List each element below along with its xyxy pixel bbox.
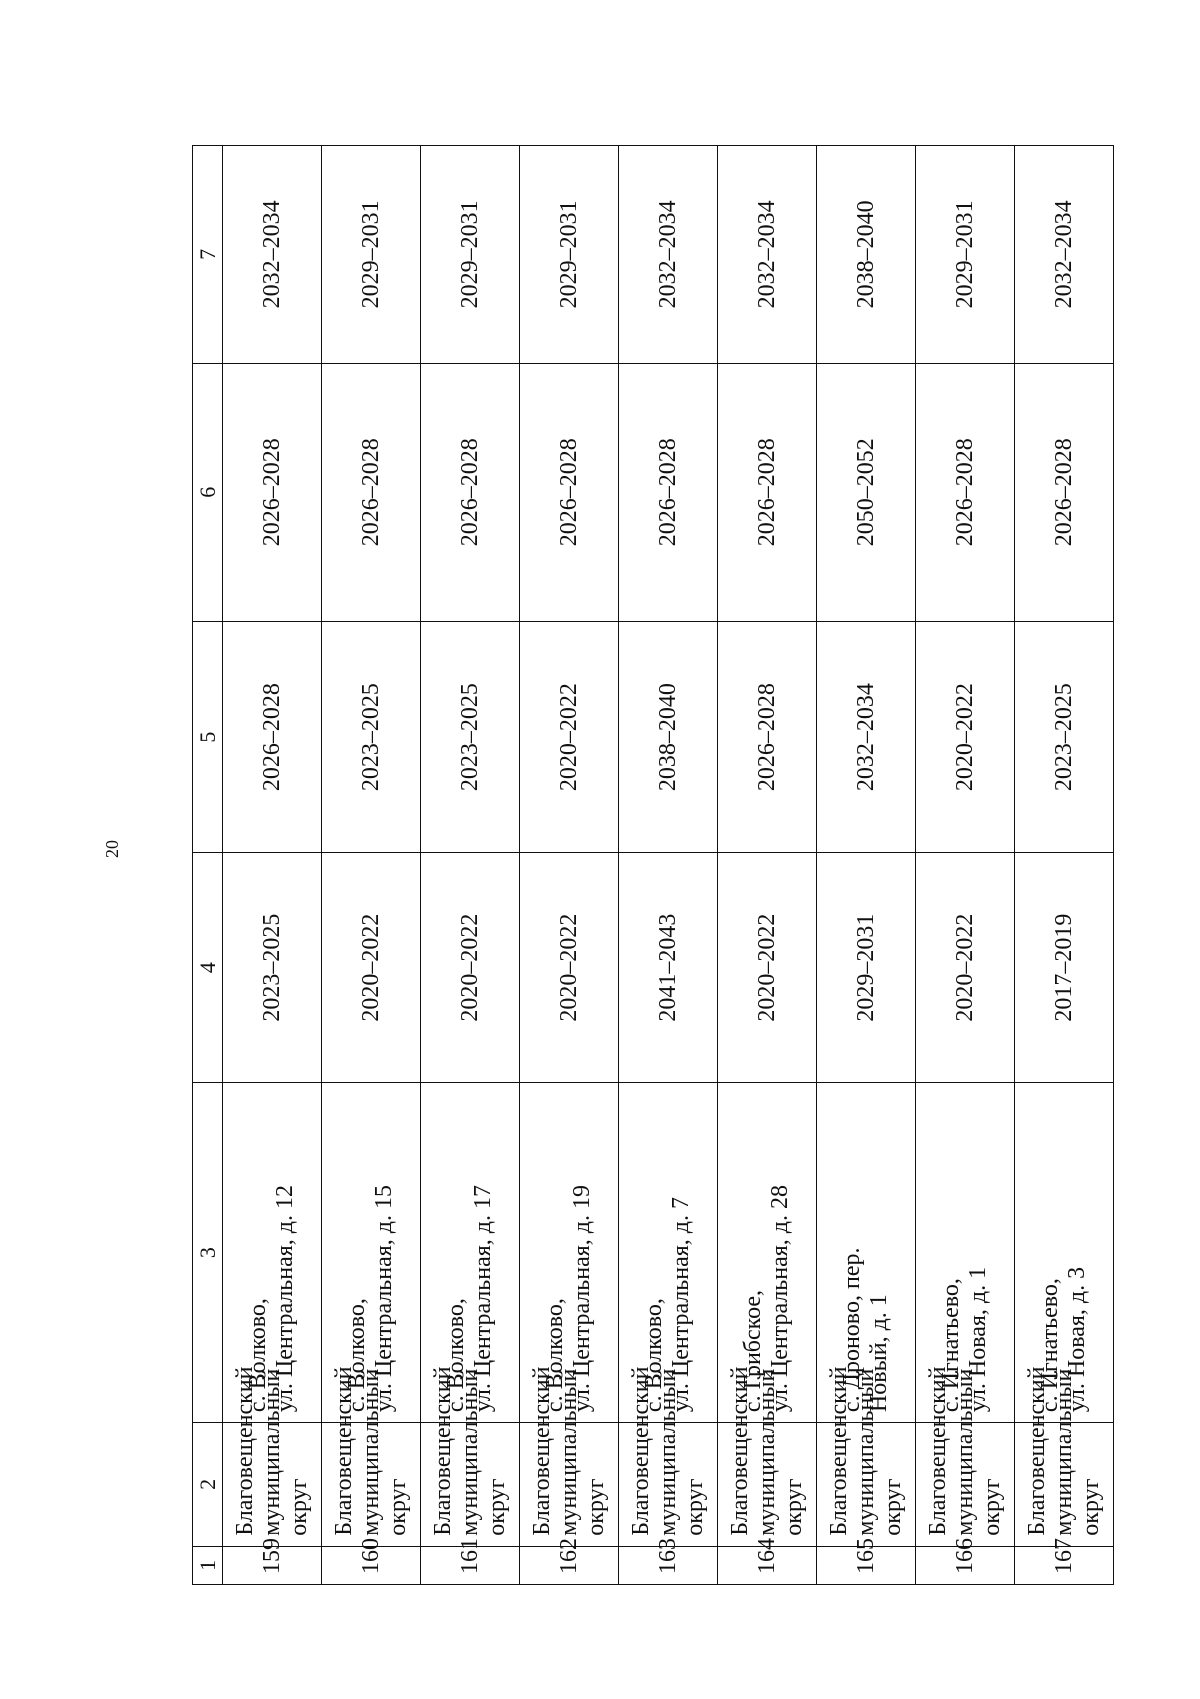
address-line: ул. Новая, д. 3 — [1064, 1266, 1090, 1413]
district-cell — [520, 1366, 619, 1547]
period-cell-c4: 2020–2022 — [322, 853, 421, 1083]
period-cell-c5: 2023–2025 — [1015, 621, 1114, 852]
address-line: ул. Центральная, д. 19 — [569, 1185, 595, 1413]
district-line: округ — [1077, 1478, 1104, 1536]
district-line: муниципальный — [1050, 1368, 1077, 1536]
schedule-table — [192, 145, 1114, 1585]
address-line: ул. Центральная, д. 28 — [767, 1185, 793, 1413]
rotated-table-container — [192, 145, 1120, 1585]
district-line: Благовещенский — [726, 1366, 753, 1536]
header-row — [193, 146, 223, 1585]
district-line: муниципальный — [357, 1368, 384, 1536]
district-line: Благовещенский — [330, 1366, 357, 1536]
column-header: 7 — [193, 146, 223, 364]
row-number-cell: 167 — [1015, 1546, 1114, 1584]
period-cell-c5: 2023–2025 — [421, 621, 520, 852]
district-cell — [1015, 1366, 1114, 1547]
address-line: с. Грибское, — [740, 1289, 766, 1413]
district-line: муниципальный — [654, 1368, 681, 1536]
period-cell-c4: 2041–2043 — [619, 853, 718, 1083]
row-number-cell: 163 — [619, 1546, 718, 1584]
period-cell-c7: 2032–2034 — [619, 146, 718, 364]
column-header: 2 — [193, 1423, 223, 1547]
period-cell-c4: 2020–2022 — [718, 853, 817, 1083]
address-line: Новый, д. 1 — [866, 1294, 892, 1413]
period-cell-c4: 2020–2022 — [520, 853, 619, 1083]
district-line: Благовещенский — [825, 1366, 852, 1536]
period-cell-c6: 2026–2028 — [619, 363, 718, 621]
table-row — [817, 146, 916, 1585]
table-row — [718, 146, 817, 1585]
period-cell-c7: 2032–2034 — [1015, 146, 1114, 364]
district-line: муниципальный — [555, 1368, 582, 1536]
address-line: с. Волково, — [245, 1298, 271, 1413]
address-line: с. Игнатьево, — [1037, 1278, 1063, 1413]
row-number-cell: 160 — [322, 1546, 421, 1584]
column-header: 5 — [193, 621, 223, 852]
district-line: округ — [384, 1478, 411, 1536]
period-cell-c7: 2032–2034 — [223, 146, 322, 364]
district-line: округ — [285, 1478, 312, 1536]
row-number-cell: 162 — [520, 1546, 619, 1584]
period-cell-c7: 2032–2034 — [718, 146, 817, 364]
period-cell-c4: 2023–2025 — [223, 853, 322, 1083]
address-line: ул. Центральная, д. 17 — [470, 1185, 496, 1413]
table-row — [223, 146, 322, 1585]
address-line: ул. Центральная, д. 15 — [371, 1185, 397, 1413]
column-header: 6 — [193, 363, 223, 621]
period-cell-c6: 2026–2028 — [718, 363, 817, 621]
period-cell-c6: 2050–2052 — [817, 363, 916, 621]
table-row — [916, 146, 1015, 1585]
address-line: с. Волково, — [344, 1298, 370, 1413]
district-line: Благовещенский — [1023, 1366, 1050, 1536]
table-row — [1015, 146, 1114, 1585]
district-line: Благовещенский — [528, 1366, 555, 1536]
period-cell-c5: 2020–2022 — [916, 621, 1015, 852]
period-cell-c6: 2026–2028 — [1015, 363, 1114, 621]
district-line: округ — [780, 1478, 807, 1536]
page-number: 20 — [102, 840, 122, 858]
address-line: с. Волково, — [641, 1298, 667, 1413]
district-line: муниципальный — [456, 1368, 483, 1536]
address-line: ул. Новая, д. 1 — [965, 1266, 991, 1413]
period-cell-c7: 2038–2040 — [817, 146, 916, 364]
row-number-cell: 164 — [718, 1546, 817, 1584]
address-line: с. Волково, — [542, 1298, 568, 1413]
period-cell-c6: 2026–2028 — [421, 363, 520, 621]
address-line: с. Игнатьево, — [938, 1278, 964, 1413]
period-cell-c5: 2032–2034 — [817, 621, 916, 852]
period-cell-c6: 2026–2028 — [223, 363, 322, 621]
address-line: ул. Центральная, д. 12 — [272, 1185, 298, 1413]
district-cell — [718, 1366, 817, 1547]
district-line: Благовещенский — [924, 1366, 951, 1536]
period-cell-c4: 2020–2022 — [421, 853, 520, 1083]
district-line: округ — [483, 1478, 510, 1536]
period-cell-c7: 2029–2031 — [421, 146, 520, 364]
district-line: округ — [582, 1478, 609, 1536]
period-cell-c5: 2023–2025 — [322, 621, 421, 852]
column-header: 4 — [193, 853, 223, 1083]
table-body — [223, 146, 1114, 1585]
period-cell-c5: 2020–2022 — [520, 621, 619, 852]
district-cell — [916, 1366, 1015, 1547]
table-row — [421, 146, 520, 1585]
period-cell-c7: 2029–2031 — [520, 146, 619, 364]
address-line: с. Дроново, пер. — [839, 1247, 865, 1413]
table-row — [619, 146, 718, 1585]
district-cell — [817, 1366, 916, 1547]
district-line: округ — [681, 1478, 708, 1536]
period-cell-c7: 2029–2031 — [322, 146, 421, 364]
district-line: Благовещенский — [231, 1366, 258, 1536]
district-line: округ — [978, 1478, 1005, 1536]
district-line: округ — [879, 1478, 906, 1536]
district-cell — [619, 1366, 718, 1547]
district-line: муниципальный — [852, 1368, 879, 1536]
address-line: ул. Центральная, д. 7 — [668, 1197, 694, 1413]
period-cell-c4: 2017–2019 — [1015, 853, 1114, 1083]
period-cell-c5: 2038–2040 — [619, 621, 718, 852]
period-cell-c7: 2029–2031 — [916, 146, 1015, 364]
table-row — [520, 146, 619, 1585]
district-line: муниципальный — [258, 1368, 285, 1536]
period-cell-c5: 2026–2028 — [223, 621, 322, 852]
row-number-cell: 159 — [223, 1546, 322, 1584]
district-line: Благовещенский — [627, 1366, 654, 1536]
district-line: муниципальный — [951, 1368, 978, 1536]
column-header: 1 — [193, 1546, 223, 1584]
period-cell-c6: 2026–2028 — [520, 363, 619, 621]
district-line: муниципальный — [753, 1368, 780, 1536]
period-cell-c4: 2029–2031 — [817, 853, 916, 1083]
row-number-cell: 165 — [817, 1546, 916, 1584]
row-number-cell: 166 — [916, 1546, 1015, 1584]
district-line: Благовещенский — [429, 1366, 456, 1536]
address-line: с. Волково, — [443, 1298, 469, 1413]
period-cell-c6: 2026–2028 — [322, 363, 421, 621]
period-cell-c6: 2026–2028 — [916, 363, 1015, 621]
period-cell-c5: 2026–2028 — [718, 621, 817, 852]
district-cell — [322, 1366, 421, 1547]
district-cell — [223, 1366, 322, 1547]
row-number-cell: 161 — [421, 1546, 520, 1584]
column-header: 3 — [193, 1083, 223, 1423]
table-row — [322, 146, 421, 1585]
period-cell-c4: 2020–2022 — [916, 853, 1015, 1083]
district-cell — [421, 1366, 520, 1547]
